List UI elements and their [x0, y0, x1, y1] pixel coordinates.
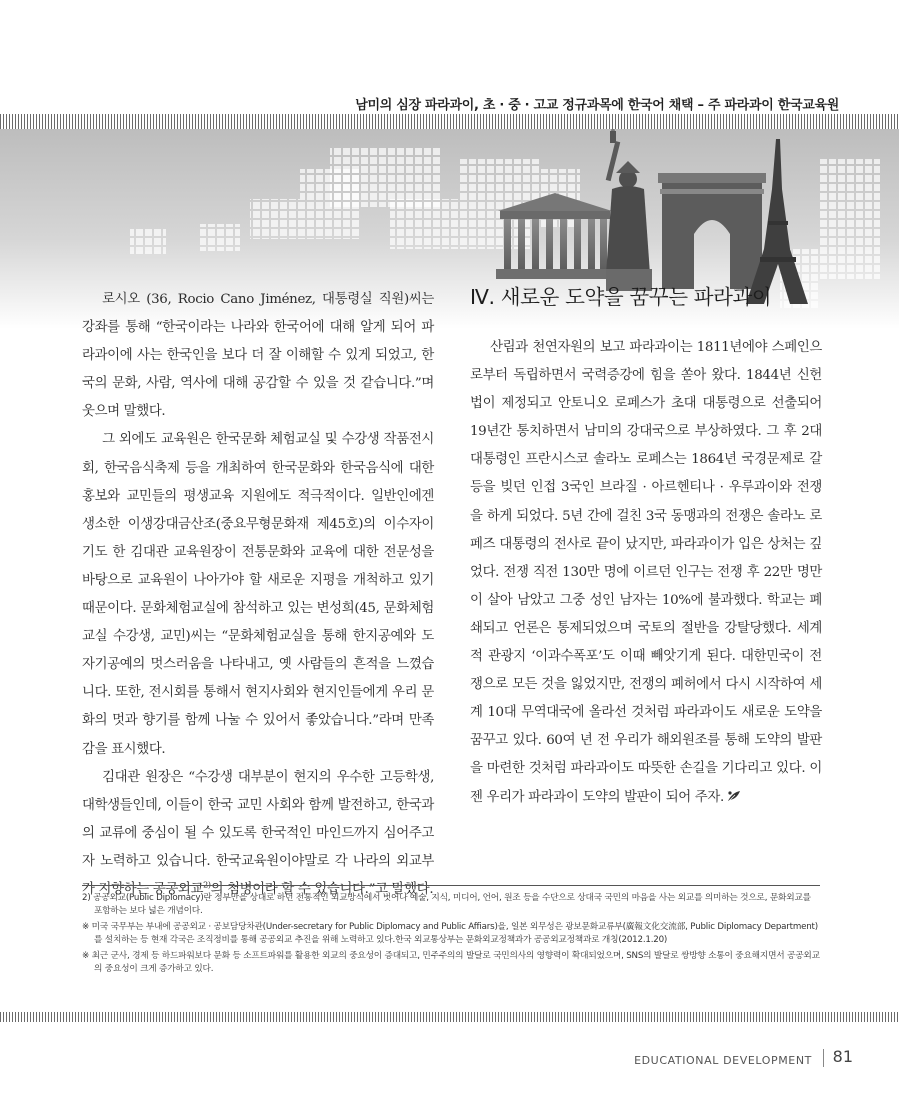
header-stripe: [0, 114, 899, 129]
right-column: [470, 334, 822, 812]
footnote-2: 2) 공공외교(Public Diplomacy)란 정부만을 상대로 하던 전통적인 외교방식에서 벗어나 예술, 지식, 미디어, 언어, 원조 등을 수단으로 상대국 국민의 마음을 사는 외교를 의미하는 것으로, 문화외교를 포함하는 보다 넓은 개념이다.: [82, 893, 811, 916]
running-head: 남미의 심장 파라과이, 초 · 중 · 고교 정규과목에 한국어 채택 – 주 파라과이 한국교육원: [355, 98, 839, 113]
left-paragraph-1: 로시오 (36, Rocio Cano Jiménez, 대통령실 직원)씨는 강좌를 통해 “한국이라는 나라와 한국어에 대해 알게 되어 파라과이에 사는 한국인을 보다 더 잘 이해할 수 있게 되었고, 한국의 문화, 사람, 역사에 대해 공감할 수 있을 것 같습니다.”며 웃으며 말했다.: [82, 292, 434, 420]
footnote-ref-2[interactable]: 2): [203, 880, 211, 890]
left-paragraph-3-text-end: 의 첨병이라 할 수 있습니다.”고 말했다.: [210, 881, 434, 897]
left-paragraph-2: 그 외에도 교육원은 한국문화 체험교실 및 수강생 작품전시회, 한국음식축제 등을 개최하여 한국문화와 한국음식에 대한 홍보와 교민들의 평생교육 지원에도 적극적이다. 일반인에겐 생소한 이생강대금산조(중요무형문화재 제45호)의 이수자이기도 한 김대관 교육원장이 전통문화와 교육에 대한 전문성을 바탕으로 교육원이 나아가야 할 새로운 지평을 개척하고 있기 때문이다. 문화체험교실에 참석하고 있는 변성희(45, 문화체험교실 수강생, 교민)씨는 “문화체험교실을 통해 한지공예와 도자기공예의 멋스러움을 나타내고, 옛 사람들의 흔적을 느꼈습니다. 또한, 전시회를 통해서 현지사회와 현지인들에게 우리 문화의 멋과 향기를 함께 나눌 수 있어서 좋았습니다.”라며 만족감을 표시했다.: [82, 432, 434, 757]
page-number: 81: [832, 1047, 853, 1066]
footer-label: EDUCATIONAL DEVELOPMENT: [634, 1054, 812, 1067]
footnote-note-1: ※ 미국 국무부는 부내에 공공외교 · 공보담당차관(Under-secretary for Public Diplomacy and Public Affiars)을, 일본 외무성은 광보문화교류부(廣報文化交流部, Public Diplomacy Department)를 설치하는 등 현재 각국은 조직정비를 통해 공공외교 추진을 위해 노력하고 있다.한국 외교통상부는 문화외교정책과가 공공외교정책과로 개칭(2012.1.20): [82, 922, 818, 945]
right-paragraph-1: [470, 334, 822, 812]
footnotes: [82, 885, 820, 979]
leaf-end-mark-icon: [726, 789, 742, 803]
section-title: Ⅳ. 새로운 도약을 꿈꾸는 파라과이: [470, 285, 772, 309]
left-paragraph-3: [82, 764, 434, 904]
left-paragraph-3-text: 김대관 원장은 “수강생 대부분이 현지의 우수한 고등학생, 대학생들인데, 이들이 한국 교민 사회와 함께 발전하고, 한국과의 교류에 중심이 될 수 있도록 한국적인 마인드까지 심어주고자 노력하고 있습니다. 한국교육원이야말로 각 나라의 외교부가 지향하는 공공외교: [82, 769, 434, 897]
footnote-note-2: ※ 최근 군사, 경제 등 하드파워보다 문화 등 소프트파워를 활용한 외교의 중요성이 증대되고, 민주주의의 발달로 국민의사의 영향력이 확대되었으며, SNS의 발달로 쌍방향 소통이 중요해지면서 공공외교의 중요성이 크게 증가하고 있다.: [82, 951, 820, 974]
footer-stripe: [0, 1012, 899, 1022]
footer-divider: [823, 1049, 824, 1067]
left-column: [82, 286, 434, 904]
right-paragraph-1-text: 산림과 천연자원의 보고 파라과이는 1811년에야 스페인으로부터 독립하면서 국력증강에 힘을 쏟아 왔다. 1844년 신헌법이 제정되고 안토니오 로페스가 초대 대통령으로 선출되어 19년간 통치하면서 남미의 강대국으로 부상하였다. 그 후 2대 대통령인 프란시스코 솔라노 로페스는 1864년 국경문제로 갈등을 빚던 인접 3국인 브라질 · 아르헨티나 · 우루과이와 전쟁을 하게 되었다. 5년 간에 걸친 3국 동맹과의 전쟁은 솔라노 로페즈 대통령의 전사로 끝이 났지만, 파라과이가 입은 상처는 깊었다. 전쟁 직전 130만 명에 이르던 인구는 전쟁 후 22만 명만이 살아 남았고 그중 성인 남자는 10%에 불과했다. 학교는 폐쇄되고 언론은 통제되었으며 국토의 절반을 강탈당했다. 세계적 관광지 ‘이과수폭포’도 이때 빼앗기게 된다. 대한민국이 전쟁으로 모든 것을 잃었지만, 전쟁의 폐허에서 다시 시작하여 세계 10대 무역대국에 올라선 것처럼 파라과이도 새로운 도약을 꿈꾸고 있다. 60여 년 전 우리가 해외원조를 통해 도약의 발판을 마련한 것처럼 파라과이도 따뜻한 손길을 기다리고 있다. 이젠 우리가 파라과이 도약의 발판이 되어 주자.: [470, 340, 822, 805]
